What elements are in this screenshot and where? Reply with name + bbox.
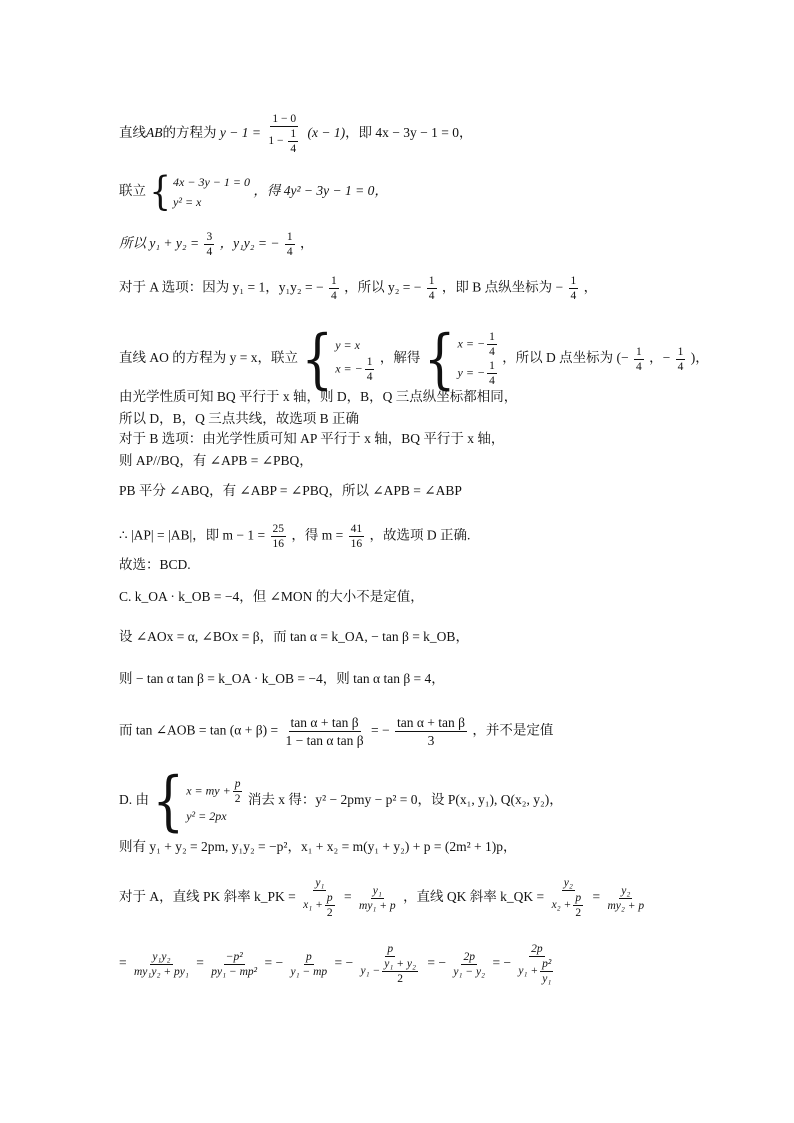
text: 直线 AO 的方程为 y = x，联立 [119,350,298,366]
equation-system [149,169,250,215]
frac-den: py₁ − mp² [211,965,258,978]
math: (x − 1) [307,125,346,141]
text: 对于 A 选项：因为 y₁ = 1，y₁y₂ = − [119,279,324,295]
fraction [283,714,365,749]
line-ab-equation [119,112,473,156]
fraction [288,950,329,979]
line-system-1 [119,169,388,215]
frac-num: p [234,777,241,790]
text: 直线 [119,125,146,141]
line-text-9: 则 AP//BQ，有 ∠APB = ∠PBQ， [119,453,313,468]
frac-num: 3 [206,231,213,243]
text: ，并不是定值 [472,722,554,738]
system-rows [458,330,499,388]
system-row: 4x − 3y − 1 = 0 [173,175,250,189]
frac-den: y₁ − y₂ [453,965,486,978]
frac-num: tan α + tan β [290,715,359,730]
frac-num: p [387,943,394,955]
math: x = − [335,360,363,375]
system-row: y = x [335,337,360,352]
fraction [204,230,214,259]
frac-num: 25 [272,523,285,535]
line-text-10: PB 平分 ∠ABQ，有 ∠ABP = ∠PBQ，所以 ∠APB = ∠ABP [119,483,462,498]
frac-den: 2 [575,907,582,919]
text: ，直线 QK 斜率 k_QK = [403,889,545,905]
frac-num: 41 [350,523,363,535]
frac-den: 4 [330,290,337,302]
fraction [540,957,553,986]
text: ，− [649,350,671,366]
frac-num: 1 [636,345,642,358]
math: y₁ + [518,965,539,978]
line-slope-chain [119,942,559,986]
text: ， [299,235,314,251]
text: 1 − [268,135,284,148]
frac-den: 4 [290,143,297,155]
frac-den [516,957,557,986]
frac-den: 4 [636,360,642,373]
brace-icon: { [152,763,185,839]
frac-num: 1 [677,345,684,358]
math: x = − [457,336,486,351]
frac-den: 2 [326,907,333,919]
frac-den [550,891,588,920]
frac-num: tan α + tan β [396,715,466,730]
system-row: y² = 2px [186,808,227,823]
frac-den: 1 − tan α tan β [285,733,364,748]
frac-num: y₂ [621,884,631,897]
math: y − 1 = [219,125,261,141]
frac-num: p [305,950,312,963]
fraction [395,714,467,749]
system-row [186,777,244,806]
fraction [569,274,579,303]
equation-system [301,321,376,397]
frac-num: 1 [489,360,495,372]
text: 联立 [119,183,146,199]
text: ，y₁y₂ = − [219,235,280,251]
system-row [458,359,499,388]
fraction [573,891,583,920]
frac-num: 1 [489,331,495,343]
frac-den [301,891,339,920]
frac-den: 4 [206,246,213,258]
fraction [487,330,497,359]
frac-num: 2p [531,943,543,955]
text: D. 由 [119,792,149,808]
system-row: y² = x [173,195,202,209]
frac-den: 16 [272,538,285,550]
text: ，所以 y₂ = − [344,279,422,295]
fraction [132,950,191,979]
line-vieta [119,230,313,259]
system-rows [335,335,376,384]
text: ，故选项 D 正确. [369,527,471,543]
text: )， [690,350,709,366]
frac-num: 1 [286,231,293,243]
frac-den: y₁ [542,973,552,985]
frac-num: y₁ [315,877,325,889]
text: = − [371,722,390,738]
brace-icon: { [149,169,172,215]
line-angles: 设 ∠AOx = α, ∠BOx = β，而 tan α = k_OA, − tan β = k_OB， [119,629,469,644]
fraction [233,777,243,806]
frac-den: 4 [428,290,435,302]
fraction [427,274,437,303]
frac-den [266,127,302,156]
fraction [266,112,302,156]
fraction [325,891,335,920]
frac-den: 16 [350,538,363,550]
fraction [487,359,497,388]
fraction [550,876,588,920]
text: = − [492,955,512,971]
line-tan-aob [119,714,553,749]
text: = − [334,955,354,971]
system-row [335,355,376,384]
text: ∴ |AP| = |AB|，即 m − 1 = [119,527,266,543]
frac-den: 2 [234,792,241,805]
text: ， [583,279,598,295]
text: 对于 A，直线 PK 斜率 k_PK = [119,889,296,905]
fraction [357,884,398,913]
line-option-d [119,763,563,839]
text: ，即 B 点纵坐标为 − [441,279,564,295]
frac-den: 4 [570,290,577,302]
frac-den: 2 [397,973,403,985]
frac-num: p² [542,958,552,970]
line-tan-product: 则 − tan α tan β = k_OA · k_OB = −4，则 tan α tan β = 4， [119,671,445,686]
text: 所以 y₁ + y₂ = [119,235,200,251]
frac-den: 4 [286,246,293,258]
fraction [516,942,557,986]
equation-system [423,321,499,397]
fraction [676,345,686,374]
fraction [605,884,646,913]
fraction [382,957,418,986]
fraction [329,274,339,303]
equation-system [152,763,244,839]
math: y = − [457,365,486,380]
frac-den: 4 [489,346,495,358]
brace-icon: { [423,321,456,397]
math: y₁ − [360,965,381,978]
line-answer: 故选：BCD. [119,557,191,572]
math: x₁ + [303,899,323,912]
frac-num: y₁y₂ [152,950,171,963]
text: ，所以 D 点坐标为 (− [502,350,629,366]
frac-num: p [326,892,333,904]
system-rows [173,172,250,212]
text: = [119,955,127,971]
text: 消去 x 得：y² − 2pmy − p² = 0，设 P(x₁, y₁), Q(x₂, y₂)， [247,792,563,808]
frac-den: my₁ + p [359,899,396,912]
frac-den [359,957,422,986]
text: = [196,955,204,971]
fraction [288,127,298,156]
system-row [458,330,499,359]
fraction [301,876,339,920]
fraction [365,355,375,384]
frac-den: y₁ − mp [290,965,328,978]
fraction [209,950,259,979]
text: ，即 4x − 3y − 1 = 0， [345,125,473,141]
line-text-6: 由光学性质可知 BQ 平行于 x 轴，则 D，B，Q 三点纵坐标都相同， [119,389,518,404]
frac-den: my₂ + p [607,899,645,912]
text: ，得 m = [291,527,344,543]
text: = [344,889,352,905]
frac-num: 1 [366,355,373,368]
frac-num: 1 [570,275,577,287]
text: ，解得 [379,350,421,366]
frac-num: 1 − 0 [272,113,297,125]
math: AB [146,125,163,141]
fraction [634,345,644,374]
text: ，得 4y² − 3y − 1 = 0， [253,183,388,199]
frac-den: 4 [677,360,684,373]
text: = [592,889,601,905]
frac-num: y₁ + y₂ [384,958,416,970]
line-sums: 则有 y₁ + y₂ = 2pm, y₁y₂ = −p²，x₁ + x₂ = m(y₁ + y₂) + p = (2m² + 1)p， [119,839,517,854]
frac-num: 1 [428,275,435,287]
line-slopes [119,876,648,920]
math: x = my + [186,782,231,797]
frac-num: y₂ [563,877,573,889]
math: x₂ + [551,899,572,912]
text: = − [264,955,284,971]
frac-num: −p² [225,950,243,963]
line-option-c: C. k_OA · k_OB = −4，但 ∠MON 的大小不是定值， [119,589,424,604]
line-option-a [119,274,597,303]
system-rows [186,777,244,826]
fraction [285,230,295,259]
fraction [271,522,287,551]
frac-num: y₁ [372,884,382,897]
frac-den: 4 [366,370,373,383]
frac-num: 2p [463,950,475,963]
frac-den: my₁y₂ + py₁ [134,965,189,978]
line-text-7: 所以 D，B，Q 三点共线，故选项 B 正确 [119,411,360,426]
fraction [359,942,422,986]
brace-icon: { [301,321,334,397]
frac-num: 1 [290,128,297,140]
text: 的方程为 [162,125,217,141]
line-ap-ab [119,522,470,551]
frac-den: 3 [427,733,435,748]
frac-num: p [575,892,582,904]
frac-den: 4 [489,375,495,387]
text: = − [427,955,446,971]
line-text-8: 对于 B 选项：由光学性质可知 AP 平行于 x 轴，BQ 平行于 x 轴， [119,431,505,446]
fraction [349,522,365,551]
text: 而 tan ∠AOB = tan (α + β) = [119,722,279,738]
frac-num: 1 [330,275,337,287]
fraction [451,950,487,979]
